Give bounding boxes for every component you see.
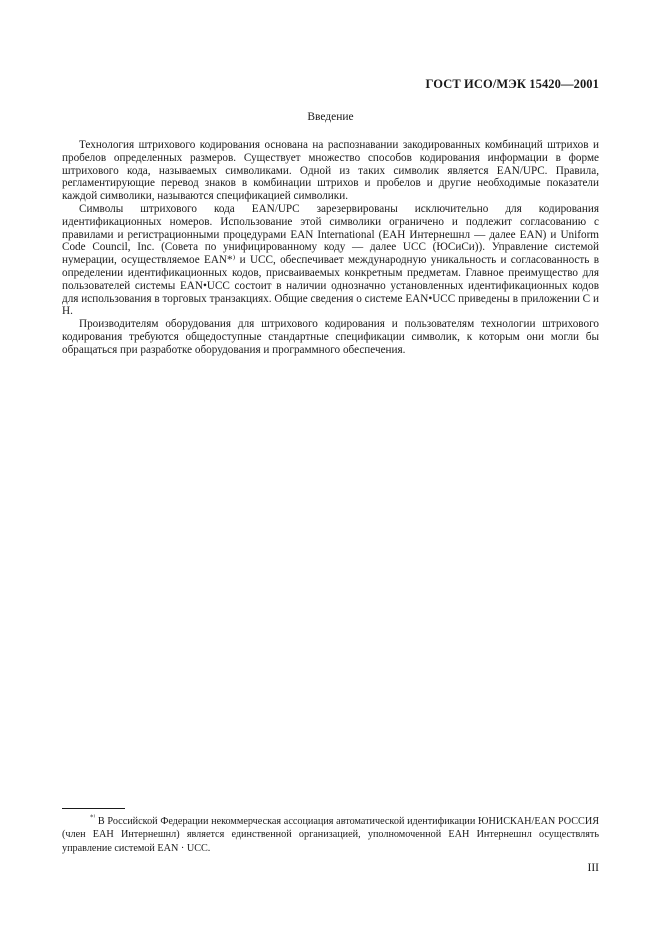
page-number: III	[587, 862, 599, 874]
section-title: Введение	[307, 111, 354, 123]
footnote-divider	[62, 808, 125, 809]
paragraph-3: Производителям оборудования для штрихового кодирования и пользователям технологии штрихового кодирования требуются общедоступные стандартные спецификации символик, к которым они могли бы обращаться при разработке оборудования и программного обеспечения.	[62, 318, 599, 356]
paragraph-1: Технология штрихового кодирования основана на распознавании закодированных комбинаций штрихов и пробелов определенных размеров. Существует множество способов кодирования информации в форме штрихового кода, называемых символиками. Одной из таких символик является EAN/UPC. Правила, регламентирующие перевод знаков в комбинации штрихов и пробелов и другие необходимые показатели каждой символики, называются спецификацией символики.	[62, 139, 599, 203]
body-text	[62, 139, 599, 357]
paragraph-2: Символы штрихового кода EAN/UPC зарезервированы исключительно для кодирования идентификационных номеров. Использование этой символики ограничено и подлежит согласованию с правилами и регистрационными процедурами EAN International (ЕАН Интернешнл — далее EAN) и Uniform Code Council, Inc. (Совета по унифицированному коду — далее UCC (ЮСиСи)). Управление системой нумерации, осуществляемое EAN*⁾ и UCC, обеспечивает международную уникальность и согласованность в определении идентификационных кодов, присваиваемых конкретным предметам. Главное преимущество для пользователей системы EAN•UCC состоит в наличии однозначно установленных идентификационных кодов для использования в торговых транзакциях. Общие сведения о системе EAN•UCC приведены в приложении С и Н.	[62, 202, 599, 318]
footnote-paragraph	[62, 815, 599, 855]
footnote-text: В Российской Федерации некоммерческая ассоциация автоматической идентификации ЮНИСКАН/EAN РОССИЯ (член ЕАН Интернешнл) является единственной организацией, уполномоченной ЕАН Интернешнл осуществлять управление системой EAN · UCC.	[62, 816, 599, 854]
footnote	[62, 815, 599, 855]
document-header: ГОСТ ИСО/МЭК 15420—2001	[425, 77, 599, 91]
footnote-marker: *⁾	[90, 813, 96, 822]
